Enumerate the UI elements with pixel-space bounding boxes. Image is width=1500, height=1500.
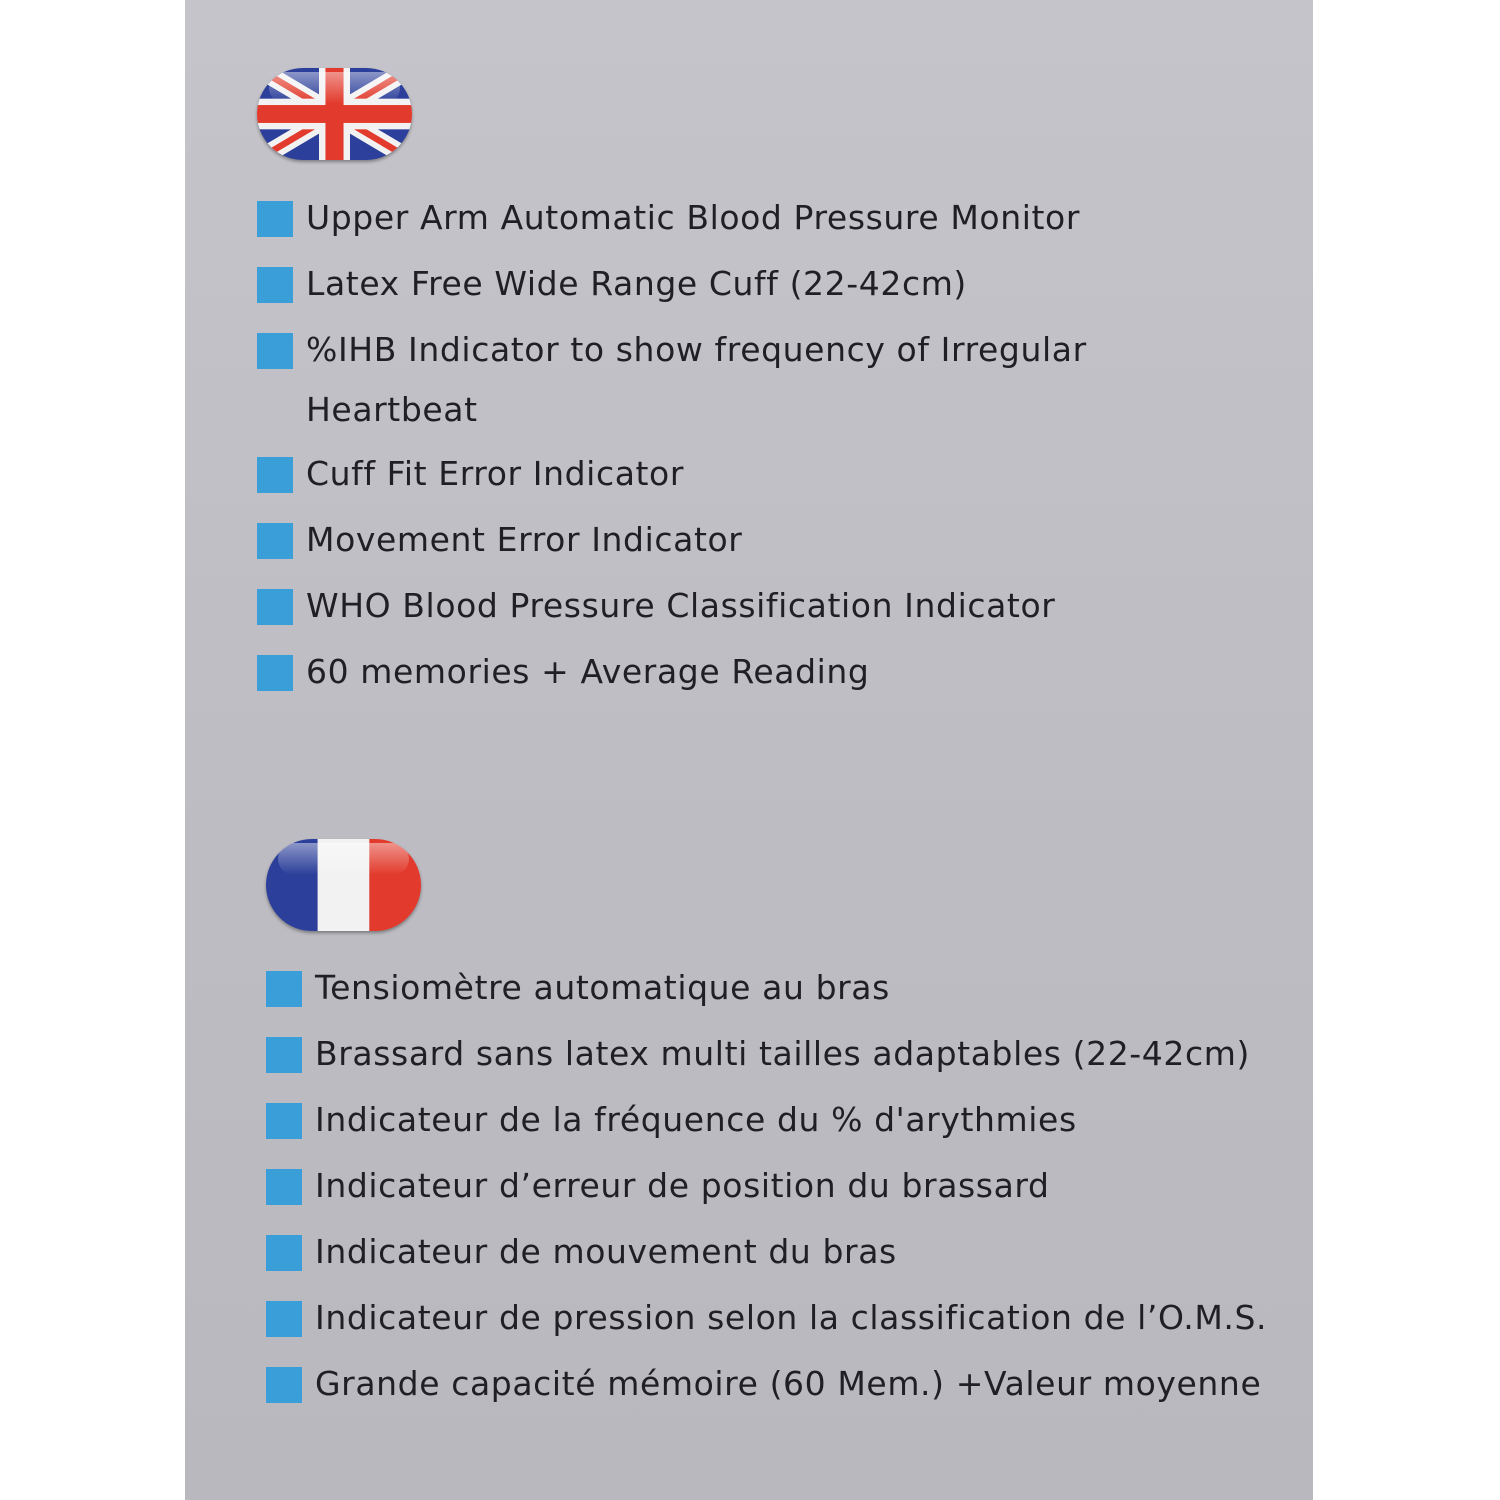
feature-item (266, 1288, 1295, 1354)
feature-label: Movement Error Indicator (306, 520, 743, 559)
feature-item (257, 510, 1206, 576)
square-bullet-icon (257, 655, 293, 691)
square-bullet-icon (257, 333, 293, 369)
square-bullet-icon (257, 201, 293, 237)
feature-label: Upper Arm Automatic Blood Pressure Monitor (306, 198, 1080, 237)
square-bullet-icon (266, 1103, 302, 1139)
square-bullet-icon (257, 523, 293, 559)
feature-label: Latex Free Wide Range Cuff (22-42cm) (306, 264, 967, 303)
feature-item (257, 188, 1206, 254)
feature-item (266, 1222, 1295, 1288)
feature-label: Brassard sans latex multi tailles adaptables (22-42cm) (315, 1034, 1250, 1073)
france-flag-icon (266, 839, 421, 931)
feature-label: Indicateur de la fréquence du % d'arythmies (315, 1100, 1077, 1139)
square-bullet-icon (266, 971, 302, 1007)
feature-item (266, 1090, 1295, 1156)
feature-label: Indicateur de mouvement du bras (315, 1232, 897, 1271)
feature-label: 60 memories + Average Reading (306, 652, 870, 691)
french-feature-list (266, 958, 1295, 1420)
feature-label: Indicateur de pression selon la classification de l’O.M.S. (315, 1298, 1268, 1337)
feature-item (257, 254, 1206, 320)
square-bullet-icon (257, 457, 293, 493)
feature-label: WHO Blood Pressure Classification Indicator (306, 586, 1056, 625)
feature-item (257, 642, 1206, 708)
feature-label: Indicateur d’erreur de position du brassard (315, 1166, 1050, 1205)
uk-flag-icon (257, 68, 412, 160)
feature-item (266, 1156, 1295, 1222)
square-bullet-icon (266, 1367, 302, 1403)
square-bullet-icon (257, 267, 293, 303)
feature-item (257, 444, 1206, 510)
feature-item (257, 320, 1206, 444)
english-feature-list (257, 188, 1206, 708)
feature-label: Cuff Fit Error Indicator (306, 454, 685, 493)
square-bullet-icon (266, 1169, 302, 1205)
feature-label: Tensiomètre automatique au bras (315, 968, 890, 1007)
flag-gloss (278, 843, 408, 875)
square-bullet-icon (266, 1301, 302, 1337)
flag-gloss (269, 72, 399, 104)
square-bullet-icon (266, 1235, 302, 1271)
square-bullet-icon (257, 589, 293, 625)
feature-label: Grande capacité mémoire (60 Mem.) +Valeur moyenne (315, 1364, 1262, 1403)
feature-item (266, 1354, 1295, 1420)
feature-item (266, 1024, 1295, 1090)
feature-label: %IHB Indicator to show frequency of Irregular Heartbeat (306, 330, 1087, 429)
feature-item (266, 958, 1295, 1024)
feature-item (257, 576, 1206, 642)
square-bullet-icon (266, 1037, 302, 1073)
